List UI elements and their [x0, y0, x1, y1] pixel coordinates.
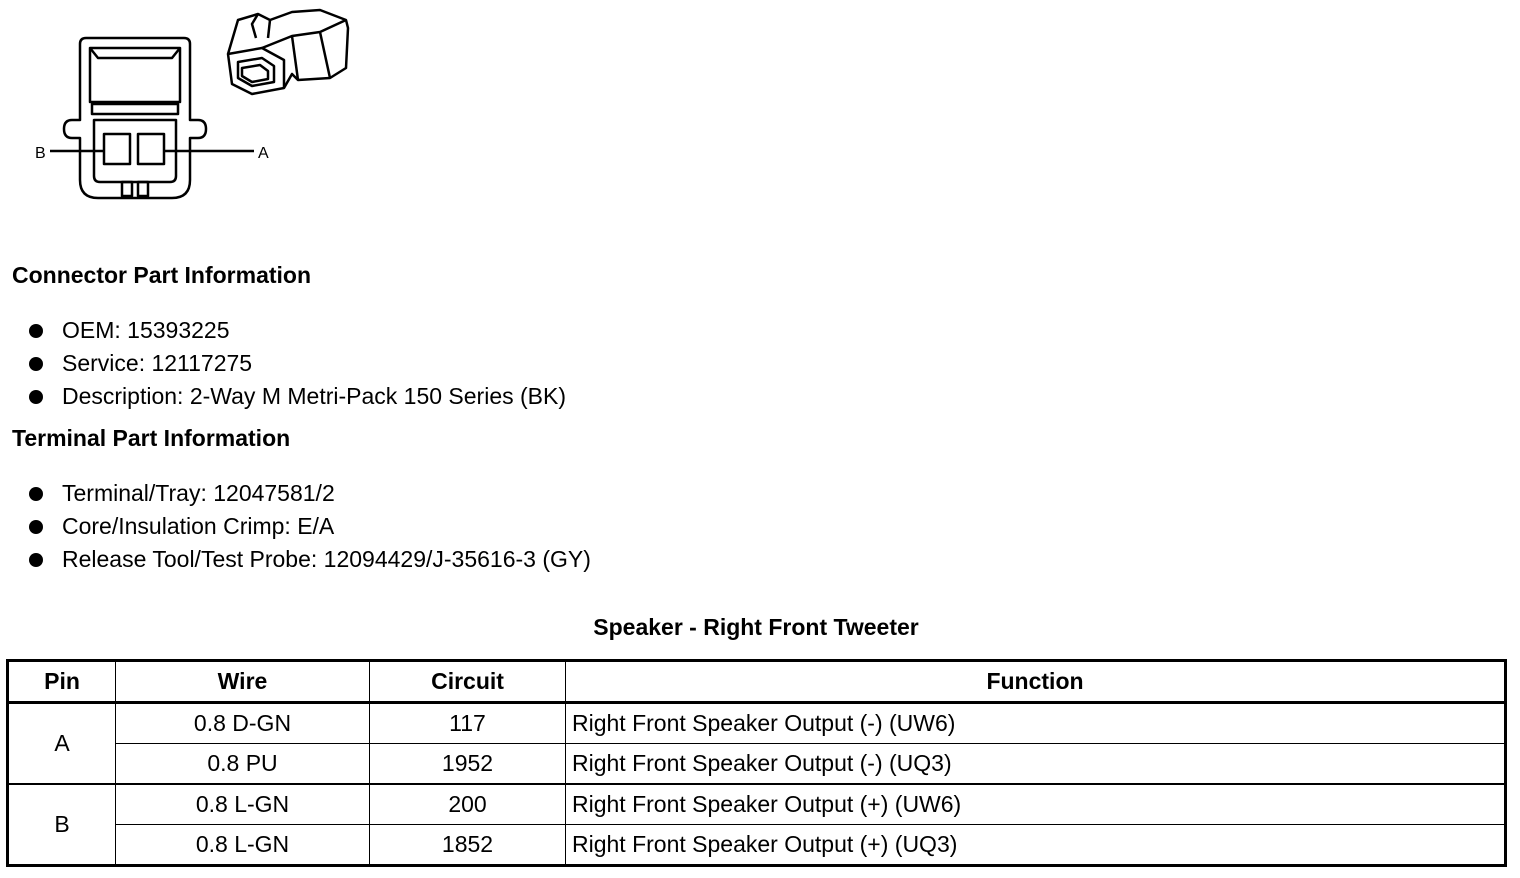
- terminal-part-list: [0, 477, 591, 576]
- function-cell: Right Front Speaker Output (-) (UW6): [566, 703, 1506, 744]
- table-title: Speaker - Right Front Tweeter: [593, 614, 919, 640]
- circuit-cell: 1952: [370, 744, 566, 785]
- wire-cell: 0.8 L-GN: [116, 825, 370, 866]
- table-row: [8, 784, 1506, 825]
- pin-cell: A: [8, 703, 116, 785]
- crimp-info: Core/Insulation Crimp: E/A: [62, 513, 335, 539]
- circuit-cell: 200: [370, 784, 566, 825]
- connector-part-heading: Connector Part Information: [12, 262, 312, 288]
- list-item: [0, 510, 591, 543]
- function-cell: Right Front Speaker Output (+) (UQ3): [566, 825, 1506, 866]
- circuit-cell: 1852: [370, 825, 566, 866]
- bullet-icon: [29, 487, 43, 501]
- wire-cell: 0.8 PU: [116, 744, 370, 785]
- table-row: [8, 744, 1506, 785]
- pin-label-b: B: [35, 145, 46, 162]
- bullet-icon: [29, 520, 43, 534]
- release-tool: Release Tool/Test Probe: 12094429/J-35616-3 (GY): [62, 546, 591, 572]
- list-item: [0, 314, 566, 347]
- table-header-row: [8, 661, 1506, 703]
- terminal-tray: Terminal/Tray: 12047581/2: [62, 480, 335, 506]
- list-item: [0, 543, 591, 576]
- connector-diagram: [30, 8, 380, 208]
- connector-face-view: [50, 38, 254, 198]
- table-row: [8, 825, 1506, 866]
- pin-label-a: A: [258, 145, 269, 162]
- circuit-cell: 117: [370, 703, 566, 744]
- wire-cell: 0.8 D-GN: [116, 703, 370, 744]
- header-wire: Wire: [116, 661, 370, 703]
- connector-part-list: [0, 314, 566, 413]
- bullet-icon: [29, 390, 43, 404]
- connector-3d-view: [228, 10, 348, 94]
- pinout-table: [6, 659, 1507, 867]
- list-item: [0, 477, 591, 510]
- function-cell: Right Front Speaker Output (+) (UW6): [566, 784, 1506, 825]
- header-function: Function: [566, 661, 1506, 703]
- connector-description: Description: 2-Way M Metri-Pack 150 Series (BK): [62, 383, 567, 409]
- function-cell: Right Front Speaker Output (-) (UQ3): [566, 744, 1506, 785]
- list-item: [0, 347, 566, 380]
- table-row: [8, 703, 1506, 744]
- header-pin: Pin: [8, 661, 116, 703]
- terminal-part-heading: Terminal Part Information: [12, 425, 291, 451]
- pin-cell: B: [8, 784, 116, 866]
- bullet-icon: [29, 553, 43, 567]
- service-part: Service: 12117275: [62, 350, 253, 376]
- header-circuit: Circuit: [370, 661, 566, 703]
- bullet-icon: [29, 357, 43, 371]
- list-item: [0, 380, 566, 413]
- oem-part: OEM: 15393225: [62, 317, 230, 343]
- bullet-icon: [29, 324, 43, 338]
- wire-cell: 0.8 L-GN: [116, 784, 370, 825]
